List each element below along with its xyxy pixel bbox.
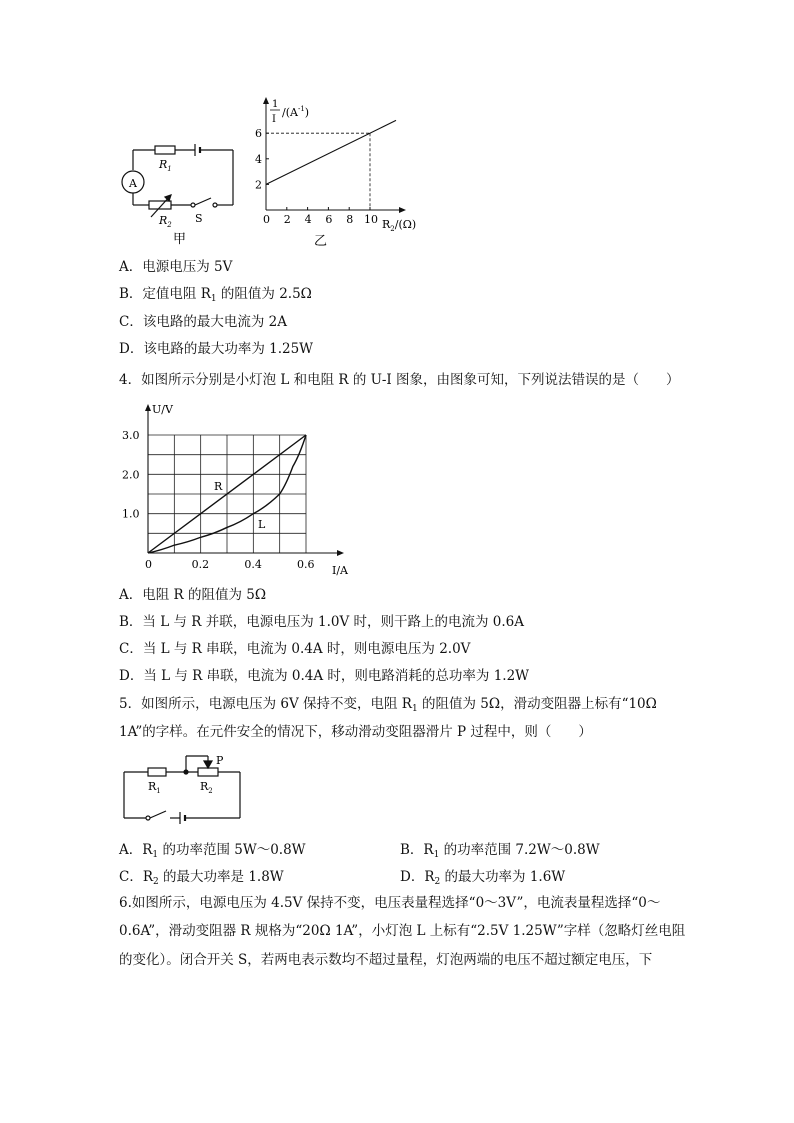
- q5-option-a-sub: 1: [152, 850, 159, 860]
- q5-stem-line1: [119, 695, 657, 718]
- ui-y-arrow: [145, 404, 151, 411]
- switch-label: S: [195, 212, 203, 225]
- yi-x-arrow: [399, 207, 406, 213]
- ammeter-label: A: [129, 177, 137, 190]
- q3-option-d: D．该电路的最大功率为 1.25W: [119, 341, 314, 357]
- y-label-denominator: I: [272, 114, 276, 125]
- q5-option-b-post: 的功率范围 7.2W～0.8W: [439, 842, 600, 858]
- q5-option-a: [119, 841, 306, 864]
- q3-option-b-pre: B．定值电阻 R: [119, 286, 211, 302]
- q4-stem: 4．如图所示分别是小灯泡 L 和电阻 R 的 U-I 图象，由图象可知，下列说法错误的是（ ）: [119, 372, 680, 388]
- q3-option-b-sub: 1: [210, 294, 217, 304]
- q5-resistor-r1: [148, 768, 166, 776]
- q4-label-r: R: [214, 480, 223, 493]
- figure-caption-jia: 甲: [173, 232, 187, 247]
- svg-text:R1: [158, 158, 172, 173]
- r2-label: R: [159, 214, 168, 227]
- q5-r2-sub: 2: [208, 787, 213, 795]
- ui-x-tick-label: 0.2: [191, 558, 210, 571]
- r1-label: R: [159, 158, 168, 171]
- yi-x-tick-label: 8: [346, 213, 354, 226]
- yi-series-line: [266, 120, 396, 184]
- q5-option-b: [400, 841, 600, 864]
- y-label-numerator: 1: [272, 99, 279, 110]
- q5-option-c-post: 的最大功率是 1.8W: [158, 869, 284, 885]
- q3-graph-yi: [252, 95, 442, 250]
- q5-switch-contact: [146, 816, 150, 820]
- q6-line1: 6.如图所示，电源电压为 4.5V 保持不变，电压表量程选择“0～3V”，电流表量程选择“0～: [119, 895, 661, 911]
- q4-x-axis-label: I/A: [332, 564, 348, 577]
- yi-y-tick-label: 4: [255, 152, 262, 166]
- q5-circuit: [118, 750, 248, 830]
- ui-y-tick-label: 3.0: [122, 429, 140, 442]
- q4-option-b: B．当 L 与 R 并联，电源电压为 1.0V 时，则干路上的电流为 0.6A: [119, 614, 525, 630]
- yi-y-tick-label: 6: [255, 127, 262, 141]
- x-label-subscript: 2: [390, 225, 395, 233]
- yi-x-tick-label: 2: [283, 213, 291, 226]
- svg-text:R1: [148, 780, 161, 795]
- q5-option-d: [400, 868, 565, 891]
- q5-option-b-pre: B．R: [400, 842, 434, 858]
- svg-text:/(A-1): [282, 105, 309, 119]
- q5-option-d-post: 的最大功率为 1.6W: [440, 869, 566, 885]
- yi-y-arrow: [263, 97, 269, 104]
- q4-option-c: C．当 L 与 R 串联，电流为 0.4A 时，则电源电压为 2.0V: [119, 641, 471, 657]
- ui-x-tick-label: 0.4: [244, 558, 262, 571]
- yi-x-tick-label: 4: [304, 213, 312, 226]
- q5-stem-sub: 1: [411, 704, 418, 714]
- x-label: R: [382, 218, 391, 231]
- resistor-r1: [155, 146, 175, 154]
- ui-x-tick-label: 0.6: [297, 558, 315, 571]
- r2-subscript: 2: [167, 221, 172, 229]
- q3-option-c: C．该电路的最大电流为 2A: [119, 314, 287, 330]
- q6-line3: 的变化）。闭合开关 S，若两电表示数均不超过量程，灯泡两端的电压不超过额定电压，下: [119, 952, 653, 968]
- ui-y-tick-label: 1.0: [122, 507, 140, 521]
- yi-x-tick-label: 6: [325, 213, 333, 226]
- ui-y-tick-label: 2.0: [122, 468, 140, 482]
- q4-option-a: A．电阻 R 的阻值为 5Ω: [119, 587, 267, 603]
- x-unit: /(Ω): [394, 218, 417, 231]
- q5-switch-blade: [150, 811, 166, 818]
- ui-x-tick-label: 0: [145, 558, 152, 571]
- y-unit-close: ): [304, 106, 310, 119]
- q4-label-l: L: [258, 518, 266, 531]
- yi-y-tick-label: 2: [255, 178, 262, 192]
- switch-blade: [195, 198, 211, 205]
- q4-y-axis-label: U/V: [152, 403, 173, 416]
- q5-option-c-sub: 2: [153, 877, 159, 887]
- q5-option-a-pre: A．R: [119, 842, 153, 858]
- q5-option-a-post: 的功率范围 5W～0.8W: [158, 842, 306, 858]
- r1-subscript: 1: [167, 165, 172, 173]
- figure-caption-yi: 乙: [314, 234, 328, 249]
- yi-x-tick-label: 0: [263, 213, 270, 226]
- q5-option-c-pre: C．R: [119, 869, 153, 885]
- q5-option-d-sub: 2: [434, 877, 441, 887]
- svg-text:R2/(Ω): [382, 218, 416, 233]
- svg-text:R2: [158, 214, 172, 229]
- q5-r2-label: R: [200, 780, 209, 793]
- q5-stem-pre: 5．如图所示，电源电压为 6V 保持不变，电阻 R: [119, 696, 412, 712]
- svg-text:R2: [200, 780, 213, 795]
- q3-option-a: A．电源电压为 5V: [119, 259, 233, 275]
- ui-x-arrow: [337, 550, 344, 556]
- q6-line2: 0.6A”，滑动变阻器 R 规格为“20Ω 1A”，小灯泡 L 上标有“2.5V 1.25W”字样（忽略灯丝电阻: [119, 923, 686, 939]
- y-unit: /(A: [282, 106, 298, 119]
- q5-option-d-pre: D．R: [400, 869, 435, 885]
- q3-option-b: [119, 285, 312, 308]
- y-unit-exponent: -1: [297, 105, 305, 113]
- switch-contact: [191, 203, 195, 207]
- q5-option-c: [119, 868, 284, 891]
- q4-option-d: D．当 L 与 R 串联，电流为 0.4A 时，则电路消耗的总功率为 1.2W: [119, 668, 530, 684]
- q3-option-b-post: 的阻值为 2.5Ω: [216, 286, 312, 302]
- q5-stem-post: 的阻值为 5Ω，滑动变阻器上标有“10Ω: [417, 696, 657, 712]
- q5-r1-sub: 1: [156, 787, 161, 795]
- q3-circuit-jia: [115, 130, 245, 250]
- q5-r1-label: R: [148, 780, 157, 793]
- q5-slider-label: P: [216, 754, 224, 767]
- yi-x-tick-label: 10: [364, 213, 378, 226]
- q5-option-b-sub: 1: [433, 850, 440, 860]
- q5-stem-line2: 1A”的字样。在元件安全的情况下，移动滑动变阻器滑片 P 过程中，则（ ）: [119, 724, 592, 740]
- q4-ui-graph: [112, 398, 362, 578]
